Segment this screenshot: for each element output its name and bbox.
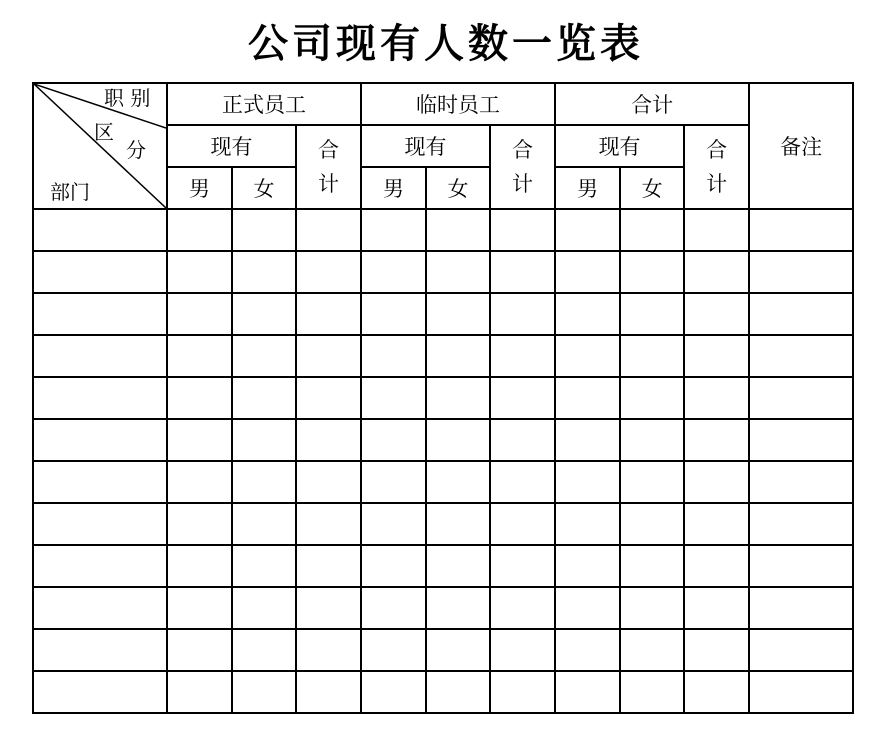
count-cell[interactable]: [361, 293, 426, 335]
count-cell[interactable]: [296, 209, 361, 251]
count-cell[interactable]: [167, 293, 232, 335]
document-title: 公司现有人数一览表: [248, 20, 644, 67]
count-cell[interactable]: [684, 503, 749, 545]
department-cell[interactable]: [33, 251, 167, 293]
count-cell[interactable]: [232, 587, 296, 629]
remark-cell[interactable]: [749, 251, 853, 293]
count-cell[interactable]: [296, 335, 361, 377]
table-row: [33, 503, 853, 545]
formal-female-header: 女: [232, 167, 296, 209]
count-cell[interactable]: [296, 251, 361, 293]
count-cell[interactable]: [620, 629, 684, 671]
remark-cell[interactable]: [749, 461, 853, 503]
remark-cell[interactable]: [749, 671, 853, 713]
count-cell[interactable]: [296, 419, 361, 461]
count-cell[interactable]: [490, 629, 555, 671]
count-cell[interactable]: [167, 629, 232, 671]
count-cell[interactable]: [232, 419, 296, 461]
count-cell[interactable]: [620, 209, 684, 251]
remark-cell[interactable]: [749, 377, 853, 419]
count-cell[interactable]: [296, 377, 361, 419]
count-cell[interactable]: [361, 209, 426, 251]
count-cell[interactable]: [296, 461, 361, 503]
count-cell[interactable]: [232, 671, 296, 713]
remark-header: 备注: [749, 83, 853, 209]
count-cell[interactable]: [684, 209, 749, 251]
count-cell[interactable]: [620, 503, 684, 545]
department-cell[interactable]: [33, 335, 167, 377]
count-cell[interactable]: [555, 209, 620, 251]
count-cell[interactable]: [426, 377, 490, 419]
count-cell[interactable]: [232, 461, 296, 503]
table-row: [33, 335, 853, 377]
count-cell[interactable]: [490, 545, 555, 587]
table-row: [33, 419, 853, 461]
group-total: 合计: [555, 83, 749, 125]
table-row: [33, 293, 853, 335]
temporary-male-header: 男: [361, 167, 426, 209]
table-row: [33, 209, 853, 251]
count-cell[interactable]: [426, 629, 490, 671]
remark-cell[interactable]: [749, 335, 853, 377]
count-cell[interactable]: [361, 545, 426, 587]
remark-cell[interactable]: [749, 419, 853, 461]
count-cell[interactable]: [361, 671, 426, 713]
count-cell[interactable]: [361, 629, 426, 671]
table-row: [33, 629, 853, 671]
count-cell[interactable]: [167, 545, 232, 587]
count-cell[interactable]: [361, 377, 426, 419]
department-cell[interactable]: [33, 503, 167, 545]
corner-label-position: 职 别: [104, 86, 151, 110]
count-cell[interactable]: [167, 335, 232, 377]
count-cell[interactable]: [620, 377, 684, 419]
count-cell[interactable]: [684, 377, 749, 419]
count-cell[interactable]: [361, 251, 426, 293]
count-cell[interactable]: [684, 545, 749, 587]
count-cell[interactable]: [490, 671, 555, 713]
department-cell[interactable]: [33, 377, 167, 419]
count-cell[interactable]: [426, 503, 490, 545]
count-cell[interactable]: [167, 209, 232, 251]
total-current-header: 现有: [555, 125, 684, 167]
department-cell[interactable]: [33, 209, 167, 251]
total-female-header: 女: [620, 167, 684, 209]
formal-sum-header: 合 计: [296, 125, 361, 209]
table-row: [33, 251, 853, 293]
count-cell[interactable]: [555, 419, 620, 461]
remark-cell[interactable]: [749, 629, 853, 671]
count-cell[interactable]: [232, 251, 296, 293]
count-cell[interactable]: [426, 461, 490, 503]
count-cell[interactable]: [620, 293, 684, 335]
remark-cell[interactable]: [749, 293, 853, 335]
count-cell[interactable]: [232, 629, 296, 671]
department-cell[interactable]: [33, 671, 167, 713]
count-cell[interactable]: [232, 545, 296, 587]
remark-cell[interactable]: [749, 587, 853, 629]
count-cell[interactable]: [361, 503, 426, 545]
department-cell[interactable]: [33, 419, 167, 461]
department-cell[interactable]: [33, 629, 167, 671]
count-cell[interactable]: [620, 251, 684, 293]
temporary-sum-header: 合 计: [490, 125, 555, 209]
count-cell[interactable]: [684, 587, 749, 629]
temporary-female-header: 女: [426, 167, 490, 209]
count-cell[interactable]: [426, 335, 490, 377]
table-row: [33, 671, 853, 713]
count-cell[interactable]: [555, 461, 620, 503]
count-cell[interactable]: [361, 335, 426, 377]
temporary-current-header: 现有: [361, 125, 490, 167]
count-cell[interactable]: [167, 503, 232, 545]
count-cell[interactable]: [426, 419, 490, 461]
count-cell[interactable]: [620, 545, 684, 587]
corner-label-zone: 区: [94, 120, 114, 144]
count-cell[interactable]: [361, 587, 426, 629]
count-cell[interactable]: [684, 293, 749, 335]
count-cell[interactable]: [232, 377, 296, 419]
table-row: [33, 377, 853, 419]
count-cell[interactable]: [232, 293, 296, 335]
count-cell[interactable]: [684, 629, 749, 671]
count-cell[interactable]: [167, 377, 232, 419]
count-cell[interactable]: [684, 419, 749, 461]
count-cell[interactable]: [296, 503, 361, 545]
department-cell[interactable]: [33, 587, 167, 629]
corner-label-divide: 分: [126, 138, 146, 162]
remark-cell[interactable]: [749, 545, 853, 587]
table-row: [33, 545, 853, 587]
count-cell[interactable]: [620, 671, 684, 713]
count-cell[interactable]: [555, 293, 620, 335]
count-cell[interactable]: [426, 587, 490, 629]
count-cell[interactable]: [490, 503, 555, 545]
table-body: [33, 209, 853, 713]
count-cell[interactable]: [490, 251, 555, 293]
department-cell[interactable]: [33, 461, 167, 503]
count-cell[interactable]: [620, 335, 684, 377]
count-cell[interactable]: [684, 671, 749, 713]
count-cell[interactable]: [555, 671, 620, 713]
count-cell[interactable]: [555, 377, 620, 419]
count-cell[interactable]: [684, 251, 749, 293]
count-cell[interactable]: [620, 419, 684, 461]
count-cell[interactable]: [490, 209, 555, 251]
count-cell[interactable]: [490, 587, 555, 629]
department-cell[interactable]: [33, 293, 167, 335]
count-cell[interactable]: [167, 671, 232, 713]
count-cell[interactable]: [232, 209, 296, 251]
count-cell[interactable]: [426, 209, 490, 251]
table-row: [33, 461, 853, 503]
count-cell[interactable]: [555, 335, 620, 377]
total-male-header: 男: [555, 167, 620, 209]
corner-header-cell: [33, 83, 167, 209]
header-row-1: [33, 83, 853, 125]
count-cell[interactable]: [555, 545, 620, 587]
remark-cell[interactable]: [749, 503, 853, 545]
count-cell[interactable]: [555, 251, 620, 293]
count-cell[interactable]: [167, 419, 232, 461]
formal-current-header: 现有: [167, 125, 296, 167]
count-cell[interactable]: [490, 335, 555, 377]
remark-cell[interactable]: [749, 209, 853, 251]
count-cell[interactable]: [490, 377, 555, 419]
count-cell[interactable]: [620, 461, 684, 503]
group-temporary-staff: 临时员工: [361, 83, 555, 125]
count-cell[interactable]: [555, 587, 620, 629]
count-cell[interactable]: [490, 419, 555, 461]
corner-label-department: 部门: [50, 180, 90, 204]
headcount-table: [32, 82, 854, 714]
count-cell[interactable]: [361, 419, 426, 461]
count-cell[interactable]: [684, 335, 749, 377]
count-cell[interactable]: [426, 545, 490, 587]
count-cell[interactable]: [296, 671, 361, 713]
count-cell[interactable]: [296, 545, 361, 587]
count-cell[interactable]: [426, 251, 490, 293]
count-cell[interactable]: [296, 587, 361, 629]
count-cell[interactable]: [167, 461, 232, 503]
count-cell[interactable]: [490, 461, 555, 503]
department-cell[interactable]: [33, 545, 167, 587]
count-cell[interactable]: [167, 587, 232, 629]
count-cell[interactable]: [555, 503, 620, 545]
formal-male-header: 男: [167, 167, 232, 209]
count-cell[interactable]: [167, 251, 232, 293]
count-cell[interactable]: [426, 671, 490, 713]
group-formal-staff: 正式员工: [167, 83, 361, 125]
count-cell[interactable]: [620, 587, 684, 629]
count-cell[interactable]: [361, 461, 426, 503]
count-cell[interactable]: [232, 335, 296, 377]
count-cell[interactable]: [232, 503, 296, 545]
count-cell[interactable]: [296, 629, 361, 671]
count-cell[interactable]: [426, 293, 490, 335]
count-cell[interactable]: [555, 629, 620, 671]
count-cell[interactable]: [684, 461, 749, 503]
count-cell[interactable]: [296, 293, 361, 335]
table-row: [33, 587, 853, 629]
total-sum-header: 合 计: [684, 125, 749, 209]
count-cell[interactable]: [490, 293, 555, 335]
